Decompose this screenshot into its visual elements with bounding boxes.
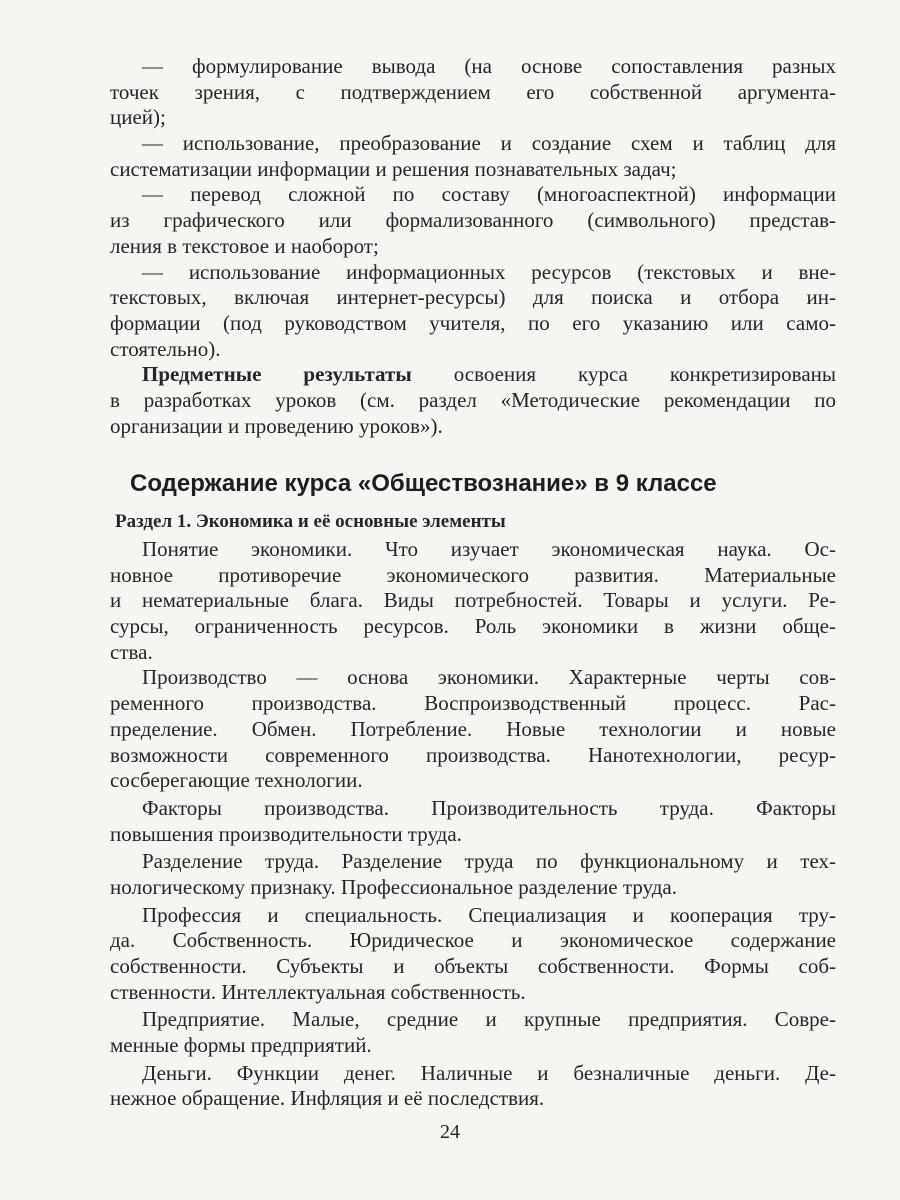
- paragraph: [110, 849, 836, 900]
- text-line: нологическому признаку. Профессиональное разделение труда.: [110, 874, 677, 899]
- text-line: новное противоречие экономического развития. Материальные: [110, 562, 836, 587]
- text-line: стоятельно).: [110, 336, 221, 361]
- text-line: Факторы производства. Производительность труда. Факторы: [142, 795, 836, 820]
- text-line: — использование, преобразование и создание схем и таблиц для: [142, 131, 836, 156]
- text-line: возможности современного производства. Нанотехнологии, ресур-: [110, 742, 836, 767]
- paragraph: [110, 537, 836, 665]
- text-line: организации и проведению уроков»).: [110, 413, 443, 438]
- bold-lead-text: Предметные результаты: [142, 362, 412, 387]
- text-line: пределение. Обмен. Потребление. Новые технологии и новые: [110, 716, 836, 741]
- text-line: — формулирование вывода (на основе сопоставления разных: [142, 54, 836, 78]
- text-line: систематизации информации и решения познавательных задач;: [110, 156, 677, 181]
- page-number: 24: [440, 1121, 460, 1143]
- text-line: Понятие экономики. Что изучает экономическая наука. Ос-: [142, 537, 836, 561]
- intro-section: [110, 54, 836, 439]
- text-line: ления в текстовое и наоборот;: [110, 233, 379, 258]
- paragraph: [110, 903, 836, 1006]
- subsection-heading: Раздел 1. Экономика и её основные элементы: [115, 511, 506, 532]
- text-line: текстовых, включая интернет-ресурсы) для поиска и отбора ин-: [110, 285, 836, 310]
- text-line: цией);: [110, 105, 166, 130]
- paragraph: [110, 131, 836, 182]
- text-line: формации (под руководством учителя, по его указанию или само-: [110, 310, 836, 335]
- text-line: нежное обращение. Инфляция и её последствия.: [110, 1086, 545, 1111]
- text-line: ременного производства. Воспроизводственный процесс. Рас-: [110, 691, 836, 716]
- section-heading: Содержание курса «Обществознание» в 9 классе: [130, 470, 717, 497]
- text-line: из графического или формализованного (символьного) представ-: [110, 208, 836, 233]
- text-line: в разработках уроков (см. раздел «Методические рекомендации по: [110, 387, 836, 412]
- paragraph: [110, 182, 836, 259]
- text-line: Деньги. Функции денег. Наличные и безналичные деньги. Де-: [142, 1060, 836, 1085]
- text-line: Производство — основа экономики. Характерные черты сов-: [142, 665, 836, 690]
- paragraph: [110, 665, 836, 793]
- paragraph: [110, 1007, 836, 1058]
- text-line: сурсы, ограниченность ресурсов. Роль экономики в жизни обще-: [110, 614, 836, 639]
- paragraph: [110, 54, 836, 131]
- paragraph: [110, 362, 836, 439]
- paragraph: [110, 796, 836, 847]
- text-line: Профессия и специальность. Специализация и кооперация тру-: [142, 902, 836, 927]
- text-line: повышения производительности труда.: [110, 821, 462, 846]
- content-section: [110, 537, 836, 1112]
- text-line: точек зрения, с подтверждением его собственной аргумента-: [110, 79, 836, 104]
- paragraph: [110, 260, 836, 363]
- text-line: менные формы предприятий.: [110, 1033, 372, 1058]
- text-line: да. Собственность. Юридическое и экономическое содержание: [110, 928, 836, 953]
- text-line: ственности. Интеллектуальная собственность.: [110, 979, 526, 1004]
- text-line: Предметные результаты освоения курса конкретизированы: [142, 362, 836, 387]
- text-line: Предприятие. Малые, средние и крупные предприятия. Совре-: [142, 1007, 836, 1032]
- text-line: — перевод сложной по составу (многоаспектной) информации: [142, 182, 836, 207]
- text-line: ства.: [110, 639, 153, 664]
- text-line: сосберегающие технологии.: [110, 768, 363, 793]
- text-line: — использование информационных ресурсов (текстовых и вне-: [142, 259, 836, 284]
- text-line: Разделение труда. Разделение труда по функциональному и тех-: [142, 849, 836, 874]
- text-line: и нематериальные блага. Виды потребностей. Товары и услуги. Ре-: [110, 588, 836, 613]
- paragraph: [110, 1061, 836, 1112]
- text-line: собственности. Субъекты и объекты собственности. Формы соб-: [110, 954, 836, 978]
